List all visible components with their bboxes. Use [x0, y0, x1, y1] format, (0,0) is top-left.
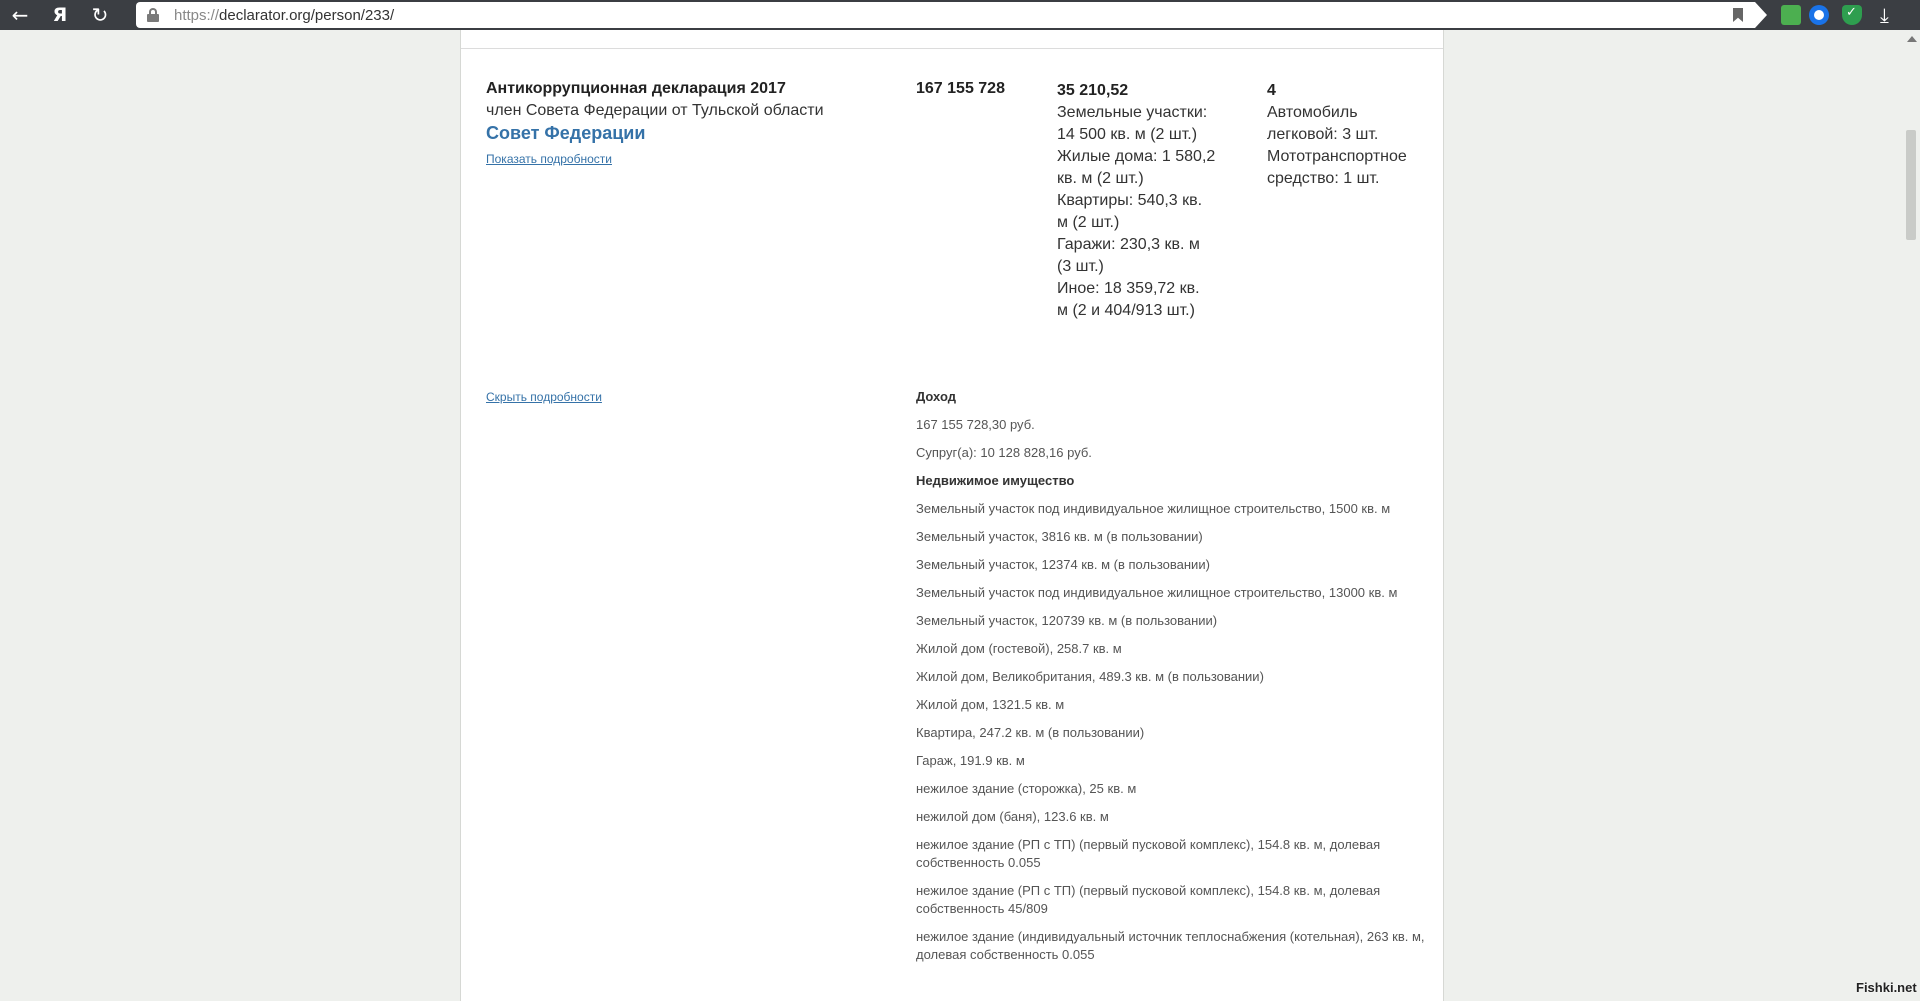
- download-icon[interactable]: ⤓: [1880, 3, 1889, 27]
- declaration-details: [916, 388, 1426, 974]
- yandex-button[interactable]: [40, 0, 80, 30]
- show-details-link[interactable]: Показать подробности: [486, 152, 612, 166]
- income-self: 167 155 728,30 руб.: [916, 417, 1035, 432]
- realty-item: Земельный участок под индивидуальное жилищное строительство, 1500 кв. м: [916, 501, 1391, 516]
- vehicle-line: легковой: 3 шт.: [1267, 126, 1379, 143]
- scroll-thumb[interactable]: [1906, 130, 1916, 240]
- realty-item: нежилое здание (РП с ТП) (первый пусковой комплекс), 154.8 кв. м, долевая собственность 0.055: [916, 837, 1381, 870]
- realty-line: кв. м (2 шт.): [1057, 170, 1144, 187]
- bookmark-icon[interactable]: [1733, 8, 1743, 22]
- realty-line: Иное: 18 359,72 кв.: [1057, 280, 1200, 297]
- scroll-up-icon[interactable]: [1907, 36, 1917, 42]
- realty-item: Земельный участок, 3816 кв. м (в пользовании): [916, 529, 1203, 544]
- url-path: declarator.org/person/233/: [219, 6, 395, 24]
- income-total: 167 155 728: [916, 80, 1005, 97]
- extension-icon[interactable]: [1781, 5, 1801, 25]
- income-spouse: Супруг(а): 10 128 828,16 руб.: [916, 445, 1092, 460]
- watermark: Fishki.net: [1856, 980, 1917, 995]
- realty-line: м (2 шт.): [1057, 214, 1120, 231]
- lock-icon: [146, 8, 160, 22]
- divider: [461, 48, 1443, 49]
- realty-summary: [1057, 80, 1232, 322]
- vehicles-summary: [1267, 80, 1437, 190]
- realty-line: Квартиры: 540,3 кв.: [1057, 192, 1203, 209]
- shield-check-icon[interactable]: [1842, 5, 1862, 25]
- realty-item: нежилое здание (РП с ТП) (первый пусковой комплекс), 154.8 кв. м, долевая собственность 45/809: [916, 883, 1381, 916]
- realty-item: Гараж, 191.9 кв. м: [916, 753, 1025, 768]
- address-bar[interactable]: [136, 2, 1755, 28]
- realty-line: Гаражи: 230,3 кв. м: [1057, 236, 1200, 253]
- realty-item: нежилое здание (индивидуальный источник теплоснабжения (котельная), 263 кв. м, долевая собственность 0.055: [916, 929, 1425, 962]
- realty-item: нежилой дом (баня), 123.6 кв. м: [916, 809, 1109, 824]
- realty-item: нежилое здание (сторожка), 25 кв. м: [916, 781, 1137, 796]
- realty-item: Квартира, 247.2 кв. м (в пользовании): [916, 725, 1145, 740]
- realty-item: Земельный участок, 120739 кв. м (в пользовании): [916, 613, 1218, 628]
- realty-item: Жилой дом (гостевой), 258.7 кв. м: [916, 641, 1122, 656]
- realty-line: Жилые дома: 1 580,2: [1057, 148, 1216, 165]
- yandex-logo-icon: Я: [52, 4, 68, 26]
- page-scrollbar[interactable]: [1903, 30, 1920, 1001]
- income-heading: Доход: [916, 389, 956, 404]
- realty-line: 14 500 кв. м (2 шт.): [1057, 126, 1198, 143]
- vehicles-total: 4: [1267, 82, 1276, 99]
- url-text[interactable]: [174, 7, 394, 24]
- extension-circle-icon[interactable]: [1809, 5, 1829, 25]
- vehicle-line: Мототранспортное: [1267, 148, 1407, 165]
- realty-item: Жилой дом, 1321.5 кв. м: [916, 697, 1065, 712]
- realty-item: Земельный участок под индивидуальное жилищное строительство, 13000 кв. м: [916, 585, 1398, 600]
- reload-icon: ↻: [91, 3, 109, 27]
- declaration-card: [460, 30, 1444, 1001]
- realty-heading: Недвижимое имущество: [916, 473, 1075, 488]
- realty-line: Земельные участки:: [1057, 104, 1208, 121]
- back-button[interactable]: [0, 0, 40, 30]
- url-scheme: https://: [174, 6, 220, 24]
- reload-button[interactable]: [80, 0, 120, 30]
- realty-item: Земельный участок, 12374 кв. м (в пользовании): [916, 557, 1210, 572]
- declaration-title: Антикоррупционная декларация 2017: [486, 80, 786, 97]
- hide-details-link[interactable]: Скрыть подробности: [486, 390, 602, 404]
- vehicle-line: Автомобиль: [1267, 104, 1358, 121]
- realty-line: (3 шт.): [1057, 258, 1104, 275]
- declaration-position: член Совета Федерации от Тульской области: [486, 102, 824, 119]
- back-arrow-icon: ←: [11, 3, 29, 27]
- organization-link[interactable]: Совет Федерации: [486, 123, 646, 143]
- realty-line: м (2 и 404/913 шт.): [1057, 302, 1195, 319]
- realty-item: Жилой дом, Великобритания, 489.3 кв. м (в пользовании): [916, 669, 1264, 684]
- realty-total: 35 210,52: [1057, 82, 1129, 99]
- vehicle-line: средство: 1 шт.: [1267, 170, 1380, 187]
